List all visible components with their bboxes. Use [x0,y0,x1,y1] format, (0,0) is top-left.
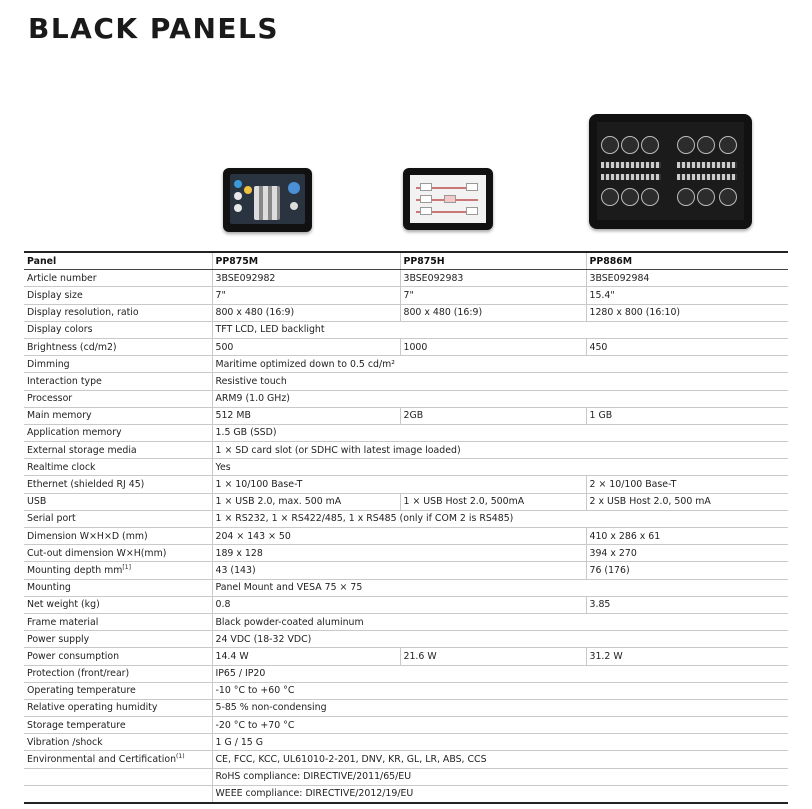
row-label [24,717,212,734]
row-label [24,682,212,699]
row-label-text: Ethernet (shielded RJ 45) [27,479,145,491]
cell-value: IP65 / IP20 [212,665,788,682]
cell-value: 43 (143) [212,562,586,579]
page-title: BLACK PANELS [28,12,280,45]
row-label [24,493,212,510]
cell-value: 1 × RS232, 1 × RS422/485, 1 x RS485 (only if COM 2 is RS485) [212,510,788,527]
row-label [24,390,212,407]
footnote-marker: [1] [122,564,131,572]
panel-screen [597,122,744,220]
row-label-text: Display resolution, ratio [27,307,139,319]
table-row [24,579,788,596]
table-row [24,545,788,562]
table-row [24,287,788,304]
cell-value: 2GB [400,407,586,424]
table-row [24,665,788,682]
row-label-text: Storage temperature [27,719,126,731]
row-label-text: Interaction type [27,375,102,387]
row-label [24,596,212,613]
row-label-text: Article number [27,272,97,284]
cell-value: -10 °C to +60 °C [212,682,788,699]
cell-value: 189 x 128 [212,545,586,562]
row-label [24,476,212,493]
cell-value: 1 GB [586,407,788,424]
table-row [24,476,788,493]
cell-value: ARM9 (1.0 GHz) [212,390,788,407]
cell-value: 7" [400,287,586,304]
cell-value: 800 x 480 (16:9) [400,304,586,321]
cell-value: 204 × 143 × 50 [212,528,586,545]
table-row [24,631,788,648]
row-label [24,545,212,562]
cell-value: 1 × 10/100 Base-T [212,476,586,493]
cell-value: Resistive touch [212,373,788,390]
row-label [24,407,212,424]
table-row [24,459,788,476]
cell-value: 1.5 GB (SSD) [212,424,788,441]
row-label-text: Relative operating humidity [27,702,158,714]
cell-value: 7" [212,287,400,304]
cell-value: 1 × USB 2.0, max. 500 mA [212,493,400,510]
cell-value: 450 [586,338,788,355]
table-row [24,528,788,545]
table-row [24,717,788,734]
cell-value: TFT LCD, LED backlight [212,321,788,338]
row-label-text: Vibration /shock [27,736,103,748]
table-row [24,321,788,338]
row-label [24,442,212,459]
cell-value: Yes [212,459,788,476]
cell-value: 31.2 W [586,648,788,665]
cell-value: CE, FCC, KCC, UL61010-2-201, DNV, KR, GL, LR, ABS, CCS [212,751,788,768]
row-label-text: Frame material [27,616,99,628]
row-label-text: Main memory [27,410,92,422]
cell-value: 512 MB [212,407,400,424]
row-label [24,338,212,355]
row-label [24,648,212,665]
table-row [24,373,788,390]
cell-value: 500 [212,338,400,355]
spec-table [24,251,788,804]
row-label [24,751,212,768]
pp886m-panel-image [589,114,752,229]
cell-value: 1 G / 15 G [212,734,788,751]
header-row [24,252,788,270]
row-label [24,665,212,682]
cell-value: 0.8 [212,596,586,613]
cell-value: 76 (176) [586,562,788,579]
cell-value: 1 × SD card slot (or SDHC with latest image loaded) [212,442,788,459]
cell-value: 2 x USB Host 2.0, 500 mA [586,493,788,510]
row-label [24,510,212,527]
cell-value: 1 × USB Host 2.0, 500mA [400,493,586,510]
row-label [24,373,212,390]
cell-value: 3BSE092984 [586,270,788,287]
cell-value: 15.4" [586,287,788,304]
cell-value: 3.85 [586,596,788,613]
cell-value: 394 x 270 [586,545,788,562]
row-label-text: Operating temperature [27,685,136,697]
spec-body [24,270,788,803]
cell-value: 24 VDC (18-32 VDC) [212,631,788,648]
row-label [24,304,212,321]
table-row [24,699,788,716]
cell-value: WEEE compliance: DIRECTIVE/2012/19/EU [212,785,788,803]
header-label: Panel [24,252,212,270]
row-label [24,785,212,803]
row-label-text: USB [27,496,47,508]
table-row [24,270,788,287]
cell-value: 3BSE092983 [400,270,586,287]
row-label [24,287,212,304]
row-label [24,631,212,648]
row-label-text: Processor [27,393,73,405]
table-row [24,390,788,407]
table-row [24,424,788,441]
row-label [24,459,212,476]
row-label-text: Display colors [27,324,93,336]
table-row [24,734,788,751]
row-label-text: Mounting depth mm [27,565,123,577]
row-label-text: Realtime clock [27,461,96,473]
cell-value: Black powder-coated aluminum [212,613,788,630]
table-row [24,356,788,373]
cell-value: 14.4 W [212,648,400,665]
table-row [24,682,788,699]
table-row [24,751,788,768]
table-row [24,442,788,459]
row-label-text: Power consumption [27,650,120,662]
table-row [24,768,788,785]
cell-value: 1000 [400,338,586,355]
table-row [24,613,788,630]
row-label [24,562,212,579]
cell-value: Maritime optimized down to 0.5 cd/m² [212,356,788,373]
table-row [24,562,788,579]
row-label-text: Environmental and Certification [27,754,177,766]
row-label [24,321,212,338]
row-label [24,734,212,751]
model-pp875h: PP875H [400,252,586,270]
table-row [24,510,788,527]
row-label [24,579,212,596]
row-label [24,699,212,716]
footnote-marker: (1) [176,753,185,761]
row-label-text: Dimension W×H×D (mm) [27,530,148,542]
row-label-text: Brightness (cd/m2) [27,341,117,353]
row-label-text: Protection (front/rear) [27,668,130,680]
table-row [24,648,788,665]
cell-value: 800 x 480 (16:9) [212,304,400,321]
cell-value: -20 °C to +70 °C [212,717,788,734]
row-label-text: Power supply [27,633,90,645]
cell-value: 5-85 % non-condensing [212,699,788,716]
cell-value: 1280 x 800 (16:10) [586,304,788,321]
table-row [24,338,788,355]
row-label-text: External storage media [27,444,137,456]
pp875h-panel-image [403,168,493,230]
table-row [24,493,788,510]
row-label-text: Dimming [27,358,70,370]
table-row [24,407,788,424]
cell-value: 3BSE092982 [212,270,400,287]
row-label-text: Display size [27,289,83,301]
row-label-text: Net weight (kg) [27,599,100,611]
row-label [24,768,212,785]
pp875m-panel-image [223,168,312,232]
panel-screen [230,174,305,224]
cell-value: 2 × 10/100 Base-T [586,476,788,493]
cell-value: 410 x 286 x 61 [586,528,788,545]
row-label [24,528,212,545]
table-row [24,785,788,803]
row-label [24,356,212,373]
row-label-text: Application memory [27,427,122,439]
cell-value: RoHS compliance: DIRECTIVE/2011/65/EU [212,768,788,785]
cell-value: Panel Mount and VESA 75 × 75 [212,579,788,596]
model-pp886m: PP886M [586,252,788,270]
row-label-text: Cut-out dimension W×H(mm) [27,547,167,559]
row-label [24,424,212,441]
cell-value: 21.6 W [400,648,586,665]
panel-screen [410,175,486,223]
row-label [24,270,212,287]
row-label-text: Mounting [27,582,71,594]
model-pp875m: PP875M [212,252,400,270]
table-row [24,596,788,613]
row-label-text: Serial port [27,513,76,525]
table-row [24,304,788,321]
row-label [24,613,212,630]
